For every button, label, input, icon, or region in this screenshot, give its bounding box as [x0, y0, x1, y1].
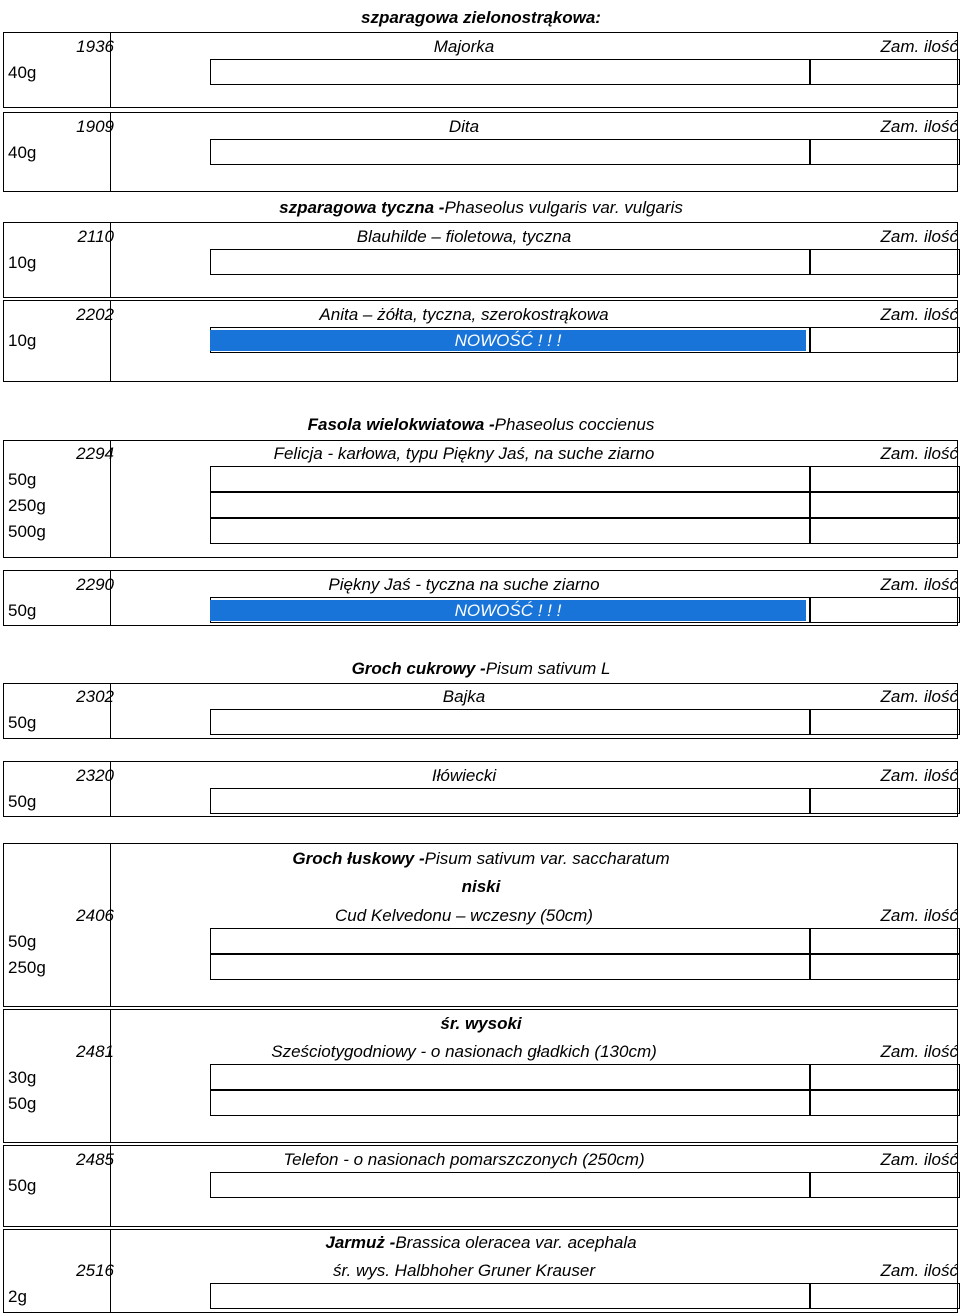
- item-code: 2110: [77, 226, 114, 246]
- quantity-input-cell[interactable]: [810, 788, 960, 814]
- item-code: 2202: [76, 304, 114, 324]
- order-quantity-label: Zam. ilość: [880, 116, 958, 136]
- pack-size: 50g: [8, 1093, 37, 1113]
- section-header: [4, 845, 958, 871]
- section-title-bold: Groch cukrowy -: [351, 658, 486, 678]
- pack-cell: [210, 709, 810, 735]
- item-code: 2302: [76, 686, 114, 706]
- order-quantity-label: Zam. ilość: [880, 1041, 958, 1061]
- quantity-input-cell[interactable]: [810, 59, 960, 85]
- item-name: Sześciotygodniowy - o nasionach gładkich (130cm): [271, 1041, 657, 1061]
- quantity-input-cell[interactable]: [810, 597, 960, 623]
- section-header: [4, 655, 958, 681]
- order-quantity-label: Zam. ilość: [880, 686, 958, 706]
- item-row: [4, 571, 958, 597]
- section-title-latin: Pisum sativum var. saccharatum: [424, 848, 670, 868]
- pack-size: 40g: [8, 62, 37, 82]
- pack-size: 50g: [8, 931, 37, 951]
- order-quantity-label: Zam. ilość: [880, 574, 958, 594]
- order-quantity-label: Zam. ilość: [880, 226, 958, 246]
- quantity-input-cell[interactable]: [810, 1064, 960, 1090]
- quantity-input-cell[interactable]: [810, 249, 960, 275]
- pack-cell: [210, 1064, 810, 1090]
- pack-cell: [210, 1283, 810, 1309]
- order-quantity-label: Zam. ilość: [880, 304, 958, 324]
- item-code: 2516: [76, 1260, 114, 1280]
- pack-cell: [210, 492, 810, 518]
- order-quantity-label: Zam. ilość: [880, 1260, 958, 1280]
- pack-size: 500g: [8, 521, 46, 541]
- section-title-bold: szparagowa tyczna -: [279, 197, 445, 217]
- item-row: [4, 223, 958, 249]
- section-header: [4, 4, 958, 30]
- item-code: 2294: [76, 443, 114, 463]
- pack-size: 250g: [8, 957, 46, 977]
- item-name: Iłówiecki: [431, 765, 497, 785]
- section-title-latin: Brassica oleracea var. acephala: [395, 1232, 637, 1252]
- quantity-input-cell[interactable]: [810, 954, 960, 980]
- item-row: [4, 902, 958, 928]
- quantity-input-cell[interactable]: [810, 928, 960, 954]
- section-header: [4, 411, 958, 437]
- item-name: Cud Kelvedonu – wczesny (50cm): [335, 905, 593, 925]
- item-name: Bajka: [442, 686, 486, 706]
- section-header: [4, 194, 958, 220]
- quantity-input-cell[interactable]: [810, 492, 960, 518]
- new-badge: NOWOŚĆ ! ! !: [210, 330, 806, 351]
- item-code: 1909: [76, 116, 114, 136]
- item-row: [4, 1146, 958, 1172]
- section-title-bold: Jarmuż -: [325, 1232, 396, 1252]
- section-title-bold: Groch łuskowy -: [292, 848, 425, 868]
- item-name: Telefon - o nasionach pomarszczonych (250cm): [283, 1149, 645, 1169]
- order-quantity-label: Zam. ilość: [880, 765, 958, 785]
- quantity-input-cell[interactable]: [810, 1090, 960, 1116]
- section-title-latin: Phaseolus vulgaris var. vulgaris: [444, 197, 683, 217]
- item-name: śr. wys. Halbhoher Gruner Krauser: [332, 1260, 596, 1280]
- pack-size: 50g: [8, 1175, 37, 1195]
- item-row: [4, 1038, 958, 1064]
- item-code: 2485: [76, 1149, 114, 1169]
- pack-cell: [210, 1172, 810, 1198]
- item-code: 1936: [76, 36, 114, 56]
- item-row: [4, 301, 958, 327]
- section-title-latin: Phaseolus coccienus: [494, 414, 655, 434]
- item-name: Anita – żółta, tyczna, szerokostrąkowa: [319, 304, 609, 324]
- order-quantity-label: Zam. ilość: [880, 905, 958, 925]
- pack-size: 2g: [8, 1286, 27, 1306]
- pack-cell: [210, 466, 810, 492]
- order-quantity-label: Zam. ilość: [880, 443, 958, 463]
- item-row: [4, 113, 958, 139]
- pack-size: 250g: [8, 495, 46, 515]
- item-code: 2320: [76, 765, 114, 785]
- item-name: Piękny Jaś - tyczna na suche ziarno: [328, 574, 600, 594]
- quantity-input-cell[interactable]: [810, 1172, 960, 1198]
- section-title-bold: Fasola wielokwiatowa -: [307, 414, 495, 434]
- item-code: 2290: [76, 574, 114, 594]
- item-row: [4, 1257, 958, 1283]
- pack-cell: [210, 59, 810, 85]
- new-badge: NOWOŚĆ ! ! !: [210, 600, 806, 621]
- pack-size: 50g: [8, 600, 37, 620]
- item-name: Blauhilde – fioletowa, tyczna: [356, 226, 572, 246]
- pack-size: 30g: [8, 1067, 37, 1087]
- quantity-input-cell[interactable]: [810, 466, 960, 492]
- order-quantity-label: Zam. ilość: [880, 1149, 958, 1169]
- item-name: Majorka: [433, 36, 495, 56]
- pack-size: 10g: [8, 330, 37, 350]
- order-quantity-label: Zam. ilość: [880, 36, 958, 56]
- item-name: Felicja - karłowa, typu Piękny Jaś, na suche ziarno: [273, 443, 655, 463]
- pack-cell: [210, 249, 810, 275]
- quantity-input-cell[interactable]: [810, 1283, 960, 1309]
- section-header: [4, 1010, 958, 1036]
- quantity-input-cell[interactable]: [810, 327, 960, 353]
- quantity-input-cell[interactable]: [810, 139, 960, 165]
- section-title-bold: szparagowa zielonostrąkowa:: [361, 7, 601, 27]
- item-row: [4, 440, 958, 466]
- pack-cell: [210, 139, 810, 165]
- pack-size: 50g: [8, 712, 37, 732]
- item-row: [4, 683, 958, 709]
- pack-size: 40g: [8, 142, 37, 162]
- section-header: [4, 1229, 958, 1255]
- pack-size: 50g: [8, 469, 37, 489]
- pack-size: 10g: [8, 252, 37, 272]
- item-name: Dita: [448, 116, 480, 136]
- quantity-input-cell[interactable]: [810, 518, 960, 544]
- item-code: 2481: [76, 1041, 114, 1061]
- section-title-bold: niski: [461, 876, 501, 896]
- pack-size: 50g: [8, 791, 37, 811]
- section-header: [4, 873, 958, 899]
- pack-cell: [210, 1090, 810, 1116]
- item-code: 2406: [76, 905, 114, 925]
- pack-cell: [210, 928, 810, 954]
- section-title-bold: śr. wysoki: [440, 1013, 522, 1033]
- pack-cell: [210, 518, 810, 544]
- item-row: [4, 762, 958, 788]
- quantity-input-cell[interactable]: [810, 709, 960, 735]
- item-row: [4, 33, 958, 59]
- pack-cell: [210, 788, 810, 814]
- section-title-latin: Pisum sativum L: [485, 658, 611, 678]
- pack-cell: [210, 954, 810, 980]
